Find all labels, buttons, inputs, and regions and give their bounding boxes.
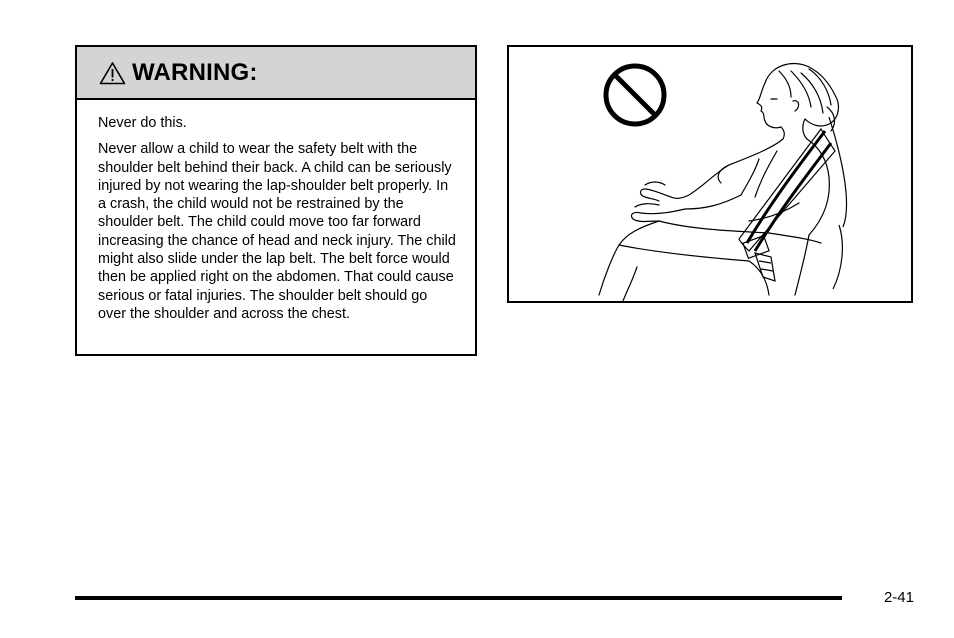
warning-triangle-icon (99, 61, 126, 85)
warning-paragraph: Never allow a child to wear the safety belt with the shoulder belt behind their back. A child can be seriously injured by not wearing the lap-shoulder belt properly. In a crash, the child would not be restrained by the shoulder belt. The child could move too far forward increasing the chance of head and neck injury. The child might also slide under the lap belt. The belt force would then be applied right on the abdomen. That could cause serious or fatal injuries. The shoulder belt should go over the shoulder and across the chest. (98, 141, 456, 322)
footer-rule (75, 596, 842, 600)
warning-title: WARNING: (132, 58, 258, 86)
warning-paragraph: Never do this. (98, 115, 187, 131)
page-number: 2-41 (883, 589, 914, 606)
warning-header (77, 47, 475, 100)
seat-drawing (829, 117, 847, 289)
shoulder-belt (739, 129, 835, 251)
warning-box (75, 45, 477, 356)
prohibition-icon (606, 66, 664, 124)
illustration-frame (507, 45, 913, 303)
warning-body (77, 100, 475, 323)
child-wrong-belt-illustration (509, 47, 911, 301)
